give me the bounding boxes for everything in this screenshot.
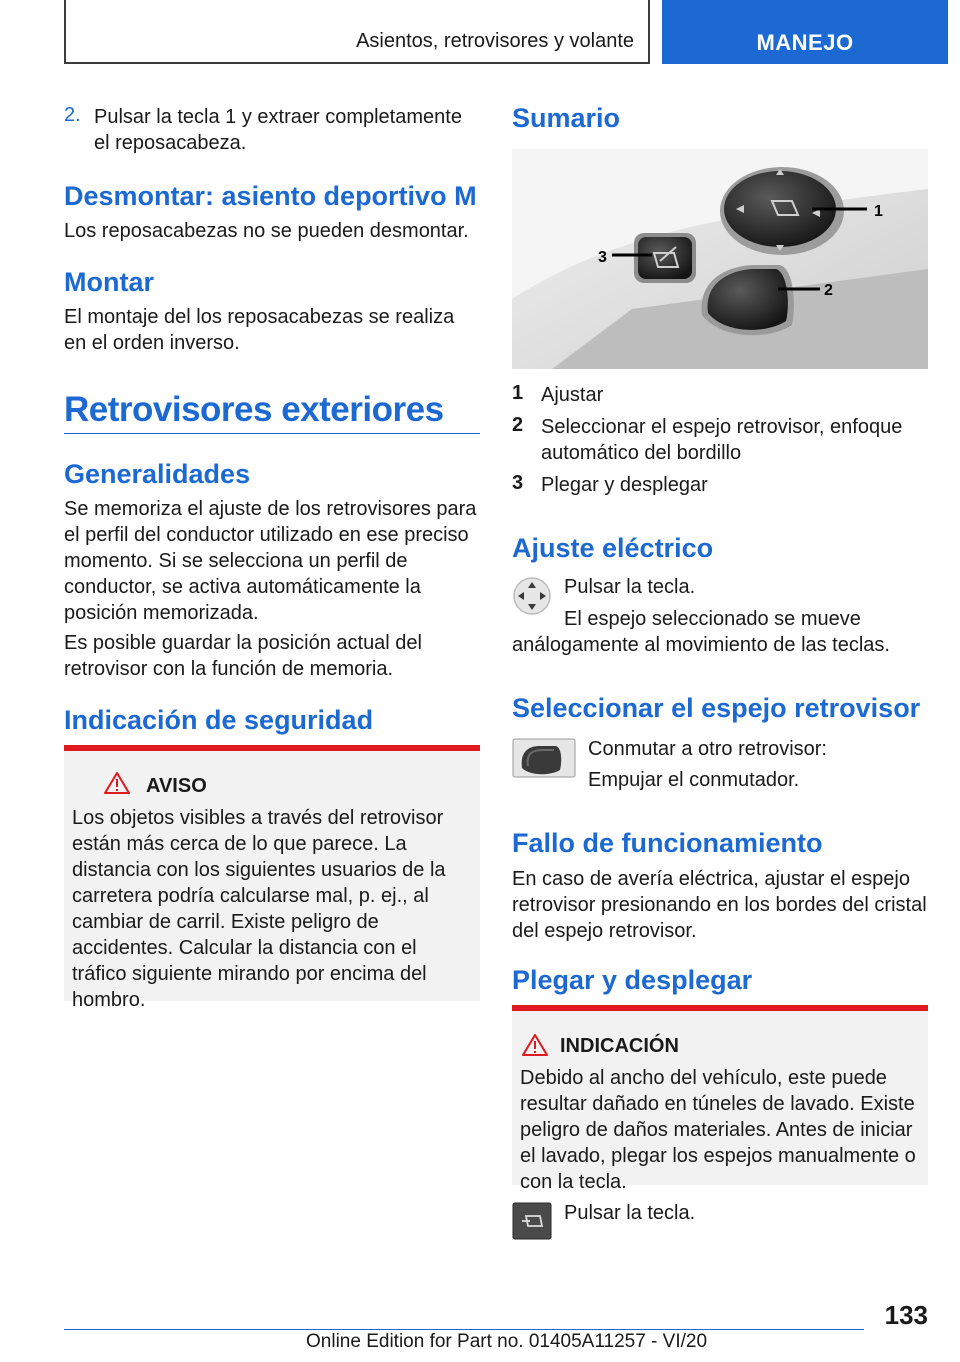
- footer-rule: [64, 1329, 864, 1330]
- heading-fallo: Fallo de funcionamiento: [512, 828, 823, 858]
- paragraph-sel-2: Empujar el conmutador.: [588, 769, 800, 791]
- fold-mirror-button-icon: [512, 1202, 552, 1240]
- heading-seleccionar: Seleccionar el espejo retrovisor: [512, 693, 921, 723]
- warning-bar: [64, 745, 480, 751]
- warning-text: Los objetos visibles a través del retrovisor están más cerca de lo que parece. La distancia con los siguientes usuarios de la carretera podría calcularse mal, p. ej., al cambiar de carril. Existe peligro de accidentes. Calcular la distancia con el tráfico siguiente mirando por encima del hombro.: [72, 807, 446, 1011]
- heading-ajuste: Ajuste eléctrico: [512, 533, 714, 563]
- heading-underline: [64, 433, 480, 434]
- legend-text: Plegar y desplegar: [541, 474, 708, 496]
- heading-generalidades: Generalidades: [64, 459, 251, 489]
- heading-montar: Montar: [64, 267, 154, 297]
- paragraph-generalidades-1: Se memoriza el ajuste de los retrovisores para el perfil del conductor utilizado en ese preciso momento. Si se selecciona un perfil de conductor, se activa automáticamente la posición memorizada.: [64, 498, 477, 624]
- legend-number: 2: [512, 414, 524, 436]
- heading-retrovisores: Retrovisores exteriores: [64, 390, 444, 429]
- note-title: INDICACIÓN: [560, 1035, 679, 1057]
- legend-number: 1: [512, 382, 524, 404]
- footer-edition: Online Edition for Part no. 01405A11257 - VI/20: [306, 1331, 708, 1352]
- warning-box: [64, 745, 480, 1011]
- legend-number: 3: [512, 472, 524, 494]
- paragraph-generalidades-2: Es posible guardar la posición actual del retrovisor con la función de memoria.: [64, 632, 422, 680]
- warning-title: AVISO: [146, 775, 207, 797]
- header-title-box: [64, 0, 650, 64]
- heading-sumario: Sumario: [512, 103, 621, 133]
- paragraph-ajuste-1: Pulsar la tecla.: [564, 576, 696, 598]
- mirror-controls-figure: [512, 149, 928, 369]
- paragraph-fallo: En caso de avería eléctrica, ajustar el espejo retrovisor presionando en los bordes del cristal del espejo retrovisor.: [512, 868, 927, 942]
- legend-text: Ajustar: [541, 384, 604, 406]
- note-text: Debido al ancho del vehículo, este puede resultar dañado en túneles de lavado. Existe peligro de daños materiales. Antes de iniciar el lavado, plegar los espejos manualmente o con la tecla.: [520, 1067, 916, 1193]
- page-number: 133: [884, 1300, 928, 1330]
- warning-triangle-icon: [104, 771, 130, 795]
- chapter-title: Asientos, retrovisores y volante: [356, 30, 634, 52]
- section-tab: [662, 0, 948, 64]
- paragraph-ajuste-2: El espejo seleccionado se mueve análogamente al movimiento de las teclas.: [512, 608, 890, 656]
- step-number: 2.: [64, 104, 81, 126]
- paragraph-sel-1: Conmutar a otro retrovisor:: [588, 738, 827, 760]
- figure-legend: [512, 382, 928, 508]
- paragraph-montar: El montaje del los reposacabezas se realiza en el orden inverso.: [64, 306, 455, 354]
- paragraph-desmontar: Los reposacabezas no se pueden desmontar.: [64, 220, 469, 242]
- mirror-selector-icon: [512, 738, 576, 778]
- paragraph-plegar: Pulsar la tecla.: [564, 1202, 696, 1224]
- heading-seguridad: Indicación de seguridad: [64, 705, 374, 735]
- callout-2: 2: [824, 282, 833, 299]
- callout-3: 3: [598, 249, 607, 266]
- legend-text: Seleccionar el espejo retrovisor, enfoque automático del bordillo: [541, 416, 903, 464]
- callout-1: 1: [874, 203, 883, 220]
- section-label: MANEJO: [756, 30, 854, 55]
- heading-plegar: Plegar y desplegar: [512, 965, 753, 995]
- step-2: [64, 104, 480, 156]
- step-text: Pulsar la tecla 1 y extraer completamente el reposacabeza.: [94, 106, 462, 154]
- warning-triangle-icon: [522, 1033, 548, 1057]
- heading-desmontar: Desmontar: asiento deportivo M: [64, 181, 477, 211]
- note-bar: [512, 1005, 928, 1011]
- note-box: [512, 1005, 928, 1193]
